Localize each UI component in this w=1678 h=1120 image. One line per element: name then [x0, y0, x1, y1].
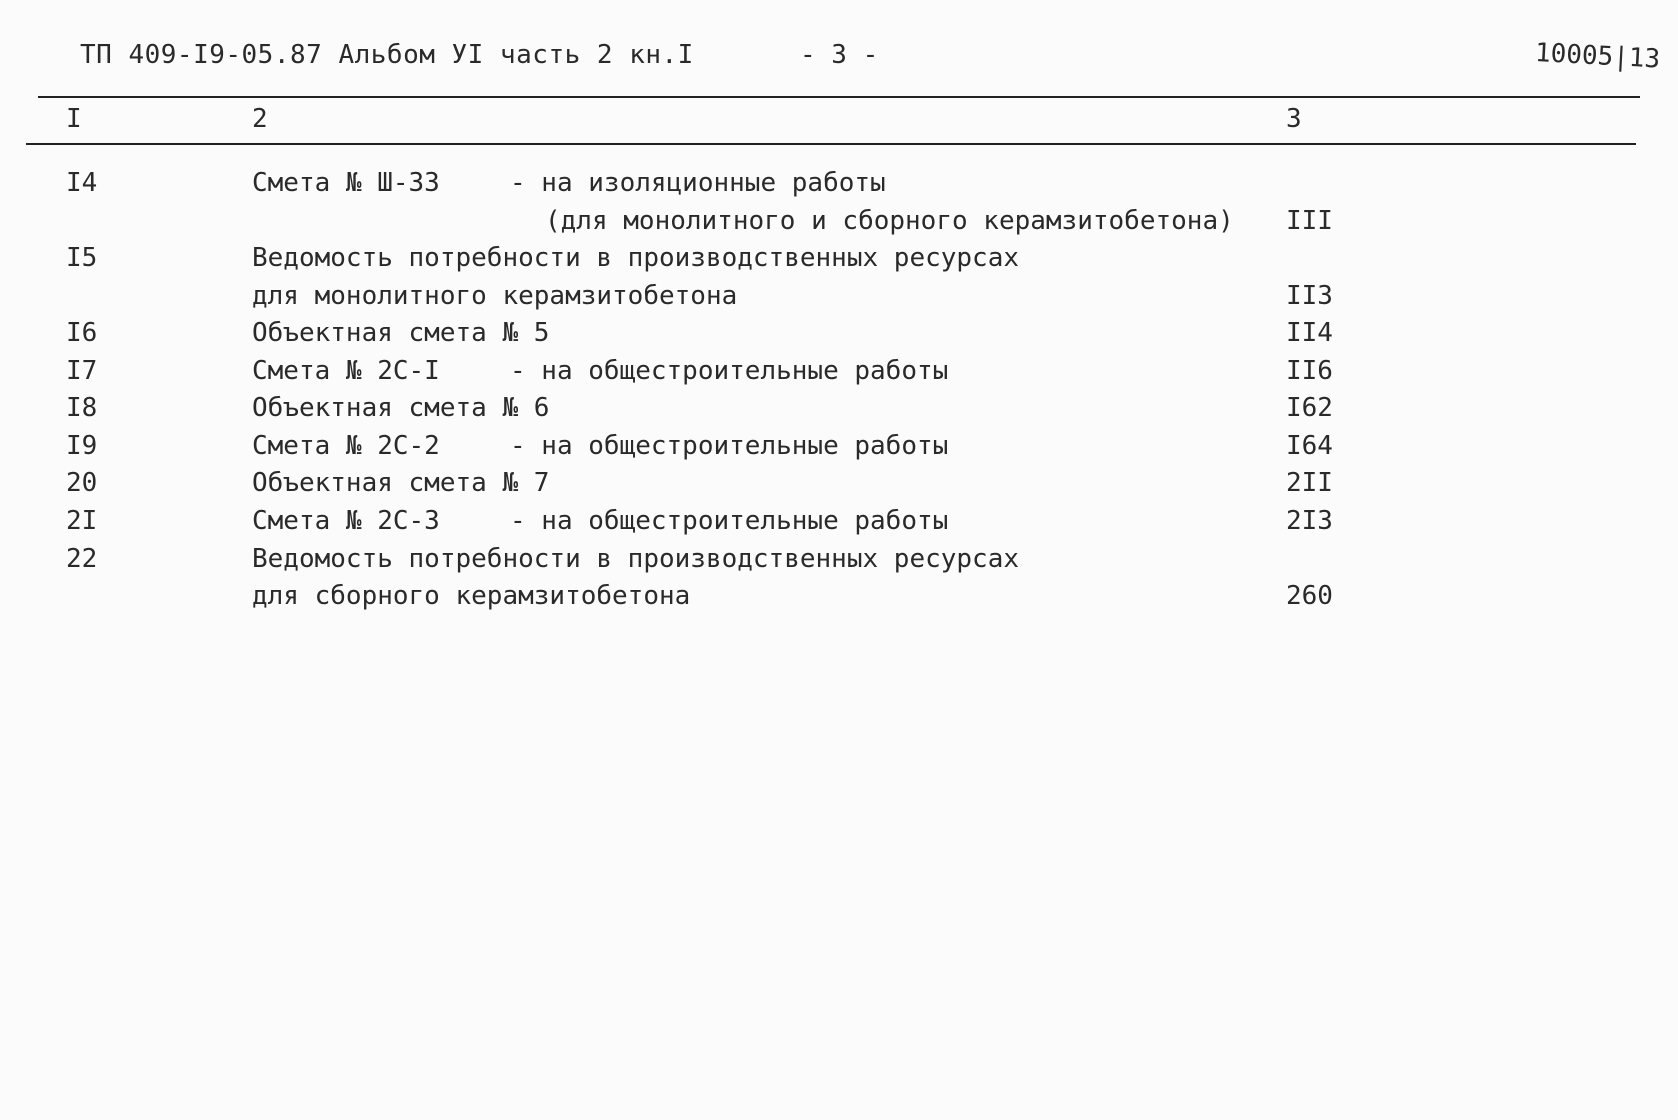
row-subject: - на изоляционные работы — [510, 168, 886, 198]
row-page: I64 — [1286, 431, 1333, 461]
header-rule — [26, 143, 1636, 145]
row-title: Смета № Ш-33 — [252, 168, 440, 198]
document-code: ТП 409-I9-05.87 Альбом УI часть 2 кн.I — [80, 40, 694, 70]
row-subject-continuation: (для монолитного и сборного керамзитобетона) — [545, 206, 1234, 236]
row-number: I4 — [66, 168, 98, 198]
row-number: I5 — [66, 243, 98, 273]
top-rule — [38, 96, 1640, 98]
row-number: 20 — [66, 468, 98, 498]
row-subject: - на общестроительные работы — [510, 356, 949, 386]
row-number: I6 — [66, 318, 98, 348]
column-header-2: 2 — [252, 104, 268, 134]
row-number: I8 — [66, 393, 98, 423]
column-header-3: 3 — [1286, 104, 1302, 134]
row-title: Смета № 2С-2 — [252, 431, 440, 461]
row-number: I9 — [66, 431, 98, 461]
row-title: Смета № 2С-3 — [252, 506, 440, 536]
row-page: 2II — [1286, 468, 1333, 498]
row-title: Ведомость потребности в производственных ресурсах — [252, 544, 1020, 574]
row-page: II4 — [1286, 318, 1333, 348]
row-page: II6 — [1286, 356, 1333, 386]
row-title-continuation: для монолитного керамзитобетона — [252, 281, 738, 311]
row-subject: - на общестроительные работы — [510, 506, 949, 536]
row-title-continuation: для сборного керамзитобетона — [252, 581, 691, 611]
column-header-1: I — [66, 104, 82, 134]
row-page: III — [1286, 206, 1333, 236]
handwritten-stamp: 10005|13 — [1534, 38, 1661, 75]
row-number: 2I — [66, 506, 98, 536]
row-page: 260 — [1286, 581, 1333, 611]
row-title: Объектная смета № 7 — [252, 468, 550, 498]
row-title: Смета № 2С-I — [252, 356, 440, 386]
row-page: II3 — [1286, 281, 1333, 311]
row-page: 2I3 — [1286, 506, 1333, 536]
row-number: I7 — [66, 356, 98, 386]
row-number: 22 — [66, 544, 98, 574]
row-subject: - на общестроительные работы — [510, 431, 949, 461]
row-title: Объектная смета № 6 — [252, 393, 550, 423]
row-page: I62 — [1286, 393, 1333, 423]
page-number: - 3 - — [800, 40, 879, 70]
row-title: Объектная смета № 5 — [252, 318, 550, 348]
row-title: Ведомость потребности в производственных ресурсах — [252, 243, 1020, 273]
